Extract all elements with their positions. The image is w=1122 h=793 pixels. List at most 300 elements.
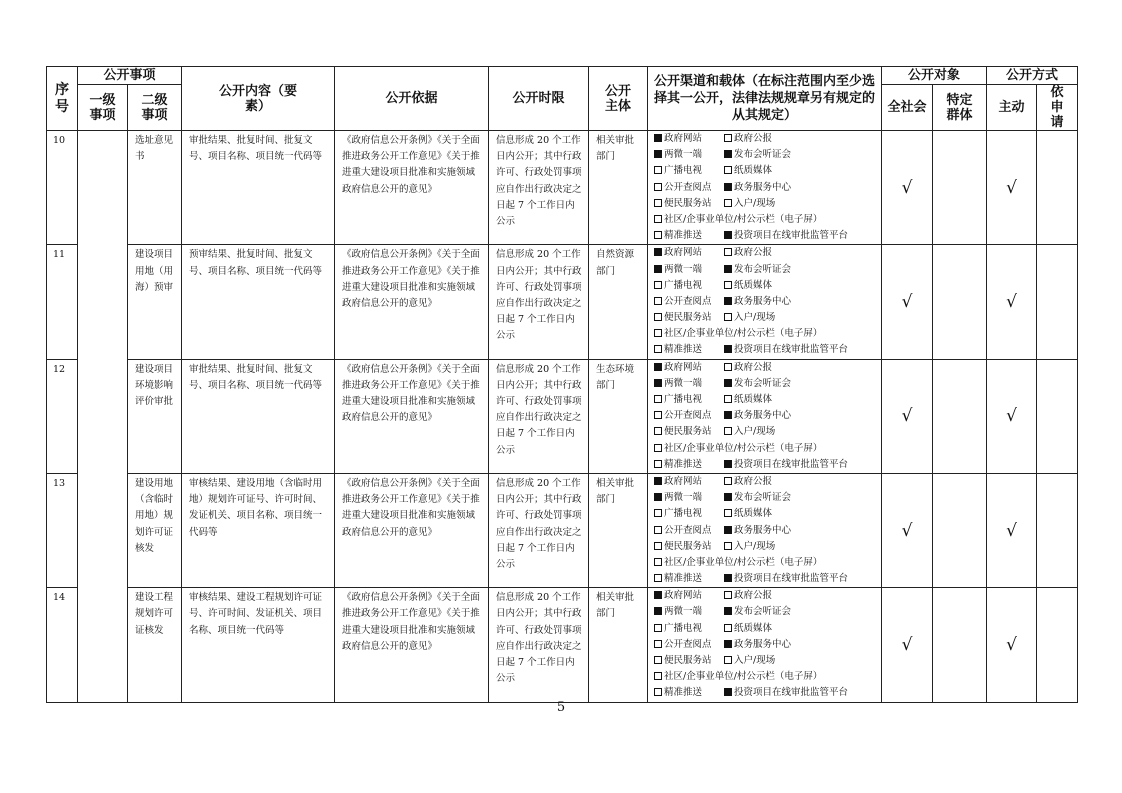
subject-cell-text: 相关审批部门 [596,592,635,620]
channel-option [654,392,724,408]
channel-option-label: 广播电视 [664,165,703,177]
channel-cell [648,131,882,245]
mode-request-check [1037,588,1078,702]
unchecked-box-icon [654,444,662,452]
channel-option [654,131,724,147]
content-cell [182,131,335,245]
unchecked-box-icon [654,509,662,517]
channel-option-label: 入户/现场 [734,426,776,438]
channel-option-label: 公开查阅点 [664,295,712,307]
unchecked-box-icon [724,591,732,599]
channel-line [654,669,878,685]
level2-item-text: 建设用地（含临时用地）规划许可证核发 [135,477,174,554]
channel-option-label: 公开查阅点 [664,638,712,650]
channel-option-label: 政府网站 [664,247,703,259]
row-index-text: 12 [53,363,66,375]
channel-line [654,310,878,326]
channel-option-label: 发布会听证会 [734,492,792,504]
checked-box-icon [724,493,732,501]
checked-box-icon [724,640,732,648]
basis-cell [335,131,489,245]
channel-option [724,459,848,470]
checked-box-icon [654,150,662,158]
channel-option [724,525,791,536]
checked-box-icon [724,574,732,582]
time-limit-cell-text: 信息形成 20 个工作日内公开；其中行政许可、行政处罚事项应自作出行政决定之日起 7 个工作日内公示 [496,592,582,685]
channel-option [724,508,772,519]
channel-line [654,163,878,179]
row-index-text: 14 [53,592,66,604]
channel-option [724,394,772,405]
unchecked-box-icon [724,363,732,371]
unchecked-box-icon [654,656,662,664]
time-limit-cell-text: 信息形成 20 个工作日内公开；其中行政许可、行政处罚事项应自作出行政决定之日起 7 个工作日内公示 [496,477,582,570]
channel-option [654,588,724,604]
mode-active-check: √ [987,359,1037,473]
mode-active-check: √ [987,131,1037,245]
channel-option-label: 公开查阅点 [664,181,712,193]
row-index [47,473,78,587]
target-all-check: √ [882,359,933,473]
time-limit-cell-text: 信息形成 20 个工作日内公开；其中行政许可、行政处罚事项应自作出行政决定之日起 7 个工作日内公示 [496,363,582,456]
channel-line [654,474,878,490]
channel-option [724,149,791,160]
channel-option-label: 发布会听证会 [734,377,792,389]
channel-option [724,410,791,421]
channel-option-label: 政府网站 [664,590,703,602]
channel-option [724,230,848,241]
checked-box-icon [724,297,732,305]
subject-cell-text: 相关审批部门 [596,135,635,163]
channel-option [654,457,724,473]
channel-option-label: 政务服务中心 [734,524,792,536]
channel-option-label: 投资项目在线审批监管平台 [734,573,849,585]
channel-line [654,621,878,637]
table-header [47,67,1078,131]
channel-line [654,278,878,294]
checked-box-icon [654,607,662,615]
target-all-check: √ [882,588,933,702]
checked-box-icon [724,183,732,191]
content-cell [182,359,335,473]
channel-option [654,212,878,228]
mode-active-check: √ [987,588,1037,702]
channel-option-label: 入户/现场 [734,312,776,324]
channel-option-label: 两微一端 [664,377,703,389]
channel-line [654,342,878,358]
channel-option-label: 精准推送 [664,573,703,585]
channel-line [654,245,878,261]
channel-option [654,604,724,620]
channel-option [724,344,848,355]
target-specific-check [933,245,987,359]
subject-cell [589,131,648,245]
unchecked-box-icon [724,199,732,207]
channel-line [654,523,878,539]
channel-option [724,378,791,389]
table-row [47,473,1078,587]
level2-item-text: 建设项目环境影响评价审批 [135,363,174,408]
channel-option-label: 投资项目在线审批监管平台 [734,458,849,470]
channel-cell [648,588,882,702]
channel-option [724,312,775,323]
channel-option-label: 政务服务中心 [734,410,792,422]
channel-option-label: 便民服务站 [664,540,712,552]
basis-cell-text: 《政府信息公开条例》《关于全面推进政务公开工作意见》《关于推进重大建设项目批准和实施领域政府信息公开的意见》 [342,477,480,538]
channel-option [654,326,878,342]
channel-option-label: 政府网站 [664,361,703,373]
channel-line [654,588,878,604]
checked-box-icon [654,134,662,142]
disclosure-table [46,66,1078,703]
checked-box-icon [724,265,732,273]
channel-option-label: 社区/企事业单位/村公示栏（电子屏） [664,213,823,225]
header-time-limit: 公开时限 [489,67,589,131]
level2-item-text: 建设工程规划许可证核发 [135,592,174,636]
channel-option [654,424,724,440]
unchecked-box-icon [654,411,662,419]
channel-option [654,262,724,278]
channel-option-label: 纸质媒体 [734,508,773,520]
channel-option-label: 广播电视 [664,508,703,520]
channel-line [654,180,878,196]
content-cell-text: 审批结果、批复时间、批复文号、项目名称、项目统一代码等 [189,135,323,163]
unchecked-box-icon [724,134,732,142]
channel-option-label: 公开查阅点 [664,410,712,422]
checked-box-icon [724,231,732,239]
channel-option-label: 发布会听证会 [734,606,792,618]
basis-cell-text: 《政府信息公开条例》《关于全面推进政务公开工作意见》《关于推进重大建设项目批准和实施领域政府信息公开的意见》 [342,592,480,652]
channel-option [724,687,848,698]
channel-option-label: 两微一端 [664,149,703,161]
channel-option-label: 政务服务中心 [734,638,792,650]
mode-request-check [1037,473,1078,587]
channel-option-label: 便民服务站 [664,312,712,324]
channel-option-label: 政府公报 [734,475,773,487]
target-specific-check [933,473,987,587]
unchecked-box-icon [724,166,732,174]
unchecked-box-icon [654,329,662,337]
channel-option-label: 精准推送 [664,687,703,699]
channel-option-label: 便民服务站 [664,426,712,438]
header-seq: 序号 [47,67,78,131]
checked-box-icon [654,379,662,387]
channel-option [654,571,724,587]
channel-line [654,604,878,620]
channel-option-label: 社区/企事业单位/村公示栏（电子屏） [664,556,823,568]
channel-option-label: 政务服务中心 [734,181,792,193]
channel-option [724,198,775,209]
channel-line [654,653,878,669]
unchecked-box-icon [724,624,732,632]
channel-option [724,296,791,307]
unchecked-box-icon [724,656,732,664]
channel-option [724,573,848,584]
channel-option-label: 社区/企事业单位/村公示栏（电子屏） [664,328,823,340]
channel-option [724,165,772,176]
checked-box-icon [654,493,662,501]
channel-option-label: 两微一端 [664,492,703,504]
channel-line [654,131,878,147]
unchecked-box-icon [654,313,662,321]
channel-option [654,342,724,358]
header-mode-active: 主动 [987,85,1037,131]
mode-active-check: √ [987,245,1037,359]
level2-item [128,359,182,473]
time-limit-cell [489,359,589,473]
level2-item [128,473,182,587]
row-index [47,588,78,702]
unchecked-box-icon [724,509,732,517]
time-limit-cell [489,245,589,359]
channel-option-label: 政府网站 [664,133,703,144]
unchecked-box-icon [724,542,732,550]
channel-option [654,539,724,555]
channel-option [654,278,724,294]
checked-box-icon [654,265,662,273]
channel-line [654,196,878,212]
unchecked-box-icon [654,640,662,648]
basis-cell-text: 《政府信息公开条例》《关于全面推进政务公开工作意见》《关于推进重大建设项目批准和实施领域政府信息公开的意见》 [342,363,480,424]
table-body [47,131,1078,703]
header-mode: 公开方式 [987,67,1078,85]
mode-request-check [1037,131,1078,245]
channel-option-label: 政府公报 [734,133,773,144]
subject-cell [589,245,648,359]
unchecked-box-icon [654,215,662,223]
channel-line [654,147,878,163]
channel-line [654,392,878,408]
checked-box-icon [724,379,732,387]
time-limit-cell-text: 信息形成 20 个工作日内公开；其中行政许可、行政处罚事项应自作出行政决定之日起 7 个工作日内公示 [496,135,582,228]
content-cell-text: 审批结果、批复时间、批复文号、项目名称、项目统一代码等 [189,363,323,391]
subject-cell [589,359,648,473]
level2-item [128,588,182,702]
basis-cell-text: 《政府信息公开条例》《关于全面推进政务公开工作意见》《关于推进重大建设项目批准和实施领域政府信息公开的意见》 [342,249,480,309]
subject-cell-text: 生态环境部门 [596,363,635,391]
channel-option-label: 纸质媒体 [734,165,773,177]
channel-option [654,506,724,522]
channel-option [654,310,724,326]
header-channel: 公开渠道和载体（在标注范围内至少选择其一公开，法律法规规章另有规定的从其规定） [648,67,882,131]
channel-cell [648,245,882,359]
checked-box-icon [724,526,732,534]
unchecked-box-icon [654,688,662,696]
channel-cell [648,473,882,587]
time-limit-cell [489,473,589,587]
channel-line [654,457,878,473]
channel-option [654,653,724,669]
channel-option-label: 入户/现场 [734,655,776,666]
unchecked-box-icon [654,672,662,680]
channel-option-label: 政务服务中心 [734,295,792,307]
unchecked-box-icon [724,313,732,321]
content-cell [182,473,335,587]
basis-cell-text: 《政府信息公开条例》《关于全面推进政务公开工作意见》《关于推进重大建设项目批准和实施领域政府信息公开的意见》 [342,135,480,195]
unchecked-box-icon [654,460,662,468]
header-level2: 二级事项 [128,85,182,131]
unchecked-box-icon [654,199,662,207]
target-all-check: √ [882,473,933,587]
channel-option [724,492,791,503]
basis-cell [335,245,489,359]
content-cell-text: 审核结果、建设用地（含临时用地）规划许可证号、许可时间、发证机关、项目名称、项目统一代码等 [189,477,323,538]
channel-line [654,571,878,587]
channel-option [654,441,878,457]
channel-option [654,523,724,539]
channel-line [654,490,878,506]
channel-option-label: 便民服务站 [664,197,712,209]
checked-box-icon [724,688,732,696]
unchecked-box-icon [654,558,662,566]
table-row [47,245,1078,359]
level2-item [128,245,182,359]
channel-option [654,621,724,637]
channel-option-label: 两微一端 [664,263,703,275]
channel-line [654,262,878,278]
checked-box-icon [654,363,662,371]
content-cell-text: 预审结果、批复时间、批复文号、项目名称、项目统一代码等 [189,249,323,277]
channel-option [724,264,791,275]
channel-option-label: 精准推送 [664,458,703,470]
channel-line [654,637,878,653]
level1-cell [78,131,128,703]
checked-box-icon [654,248,662,256]
channel-option-label: 公开查阅点 [664,524,712,536]
subject-cell-text: 自然资源部门 [596,249,635,277]
time-limit-cell [489,588,589,702]
channel-option [654,180,724,196]
channel-option [654,228,724,244]
channel-option [724,590,772,601]
unchecked-box-icon [724,395,732,403]
checked-box-icon [724,607,732,615]
channel-option [724,623,772,634]
channel-option-label: 纸质媒体 [734,279,773,291]
row-index-text: 11 [53,249,66,261]
target-specific-check [933,359,987,473]
unchecked-box-icon [724,477,732,485]
content-cell-text: 审核结果、建设工程规划许可证号、许可时间、发证机关、项目名称、项目统一代码等 [189,592,323,636]
channel-option [654,360,724,376]
channel-option-label: 便民服务站 [664,655,712,666]
header-target: 公开对象 [882,67,987,85]
channel-option-label: 广播电视 [664,394,703,405]
channel-option-label: 发布会听证会 [734,149,792,161]
content-cell [182,245,335,359]
mode-active-check: √ [987,473,1037,587]
channel-line [654,539,878,555]
header-level1: 一级事项 [78,85,128,131]
channel-option [654,555,878,571]
channel-option-label: 入户/现场 [734,540,776,552]
unchecked-box-icon [724,248,732,256]
header-basis: 公开依据 [335,67,489,131]
subject-cell [589,473,648,587]
row-index [47,245,78,359]
channel-option [724,182,791,193]
channel-line [654,294,878,310]
basis-cell [335,359,489,473]
channel-option [724,362,772,373]
channel-option [724,541,775,552]
level2-item-text: 选址意见书 [135,135,174,163]
channel-line [654,376,878,392]
channel-option [654,163,724,179]
channel-option [654,294,724,310]
channel-option-label: 政府公报 [734,247,773,259]
channel-option [654,637,724,653]
level2-item-text: 建设项目用地（用海）预审 [135,249,174,293]
header-target-specific: 特定群体 [933,85,987,131]
channel-option-label: 社区/企事业单位/村公示栏（电子屏） [664,442,823,454]
channel-option [654,474,724,490]
channel-line [654,360,878,376]
mode-request-check [1037,359,1078,473]
checked-box-icon [724,460,732,468]
unchecked-box-icon [654,297,662,305]
unchecked-box-icon [654,281,662,289]
unchecked-box-icon [654,542,662,550]
channel-option [724,280,772,291]
basis-cell [335,473,489,587]
channel-line [654,326,878,342]
channel-option [724,639,791,650]
channel-option [654,196,724,212]
unchecked-box-icon [654,183,662,191]
row-index [47,131,78,245]
channel-option-label: 纸质媒体 [734,622,773,634]
time-limit-cell-text: 信息形成 20 个工作日内公开；其中行政许可、行政处罚事项应自作出行政决定之日起 7 个工作日内公示 [496,249,582,342]
header-mode-request: 依申请 [1037,85,1078,131]
channel-option [654,408,724,424]
checked-box-icon [724,411,732,419]
channel-option-label: 政府网站 [664,475,703,487]
unchecked-box-icon [654,427,662,435]
channel-option-label: 投资项目在线审批监管平台 [734,687,849,699]
channel-option-label: 社区/企事业单位/村公示栏（电子屏） [664,671,823,683]
channel-option-label: 精准推送 [664,230,703,242]
channel-option [724,426,775,437]
row-index-text: 13 [53,477,66,489]
unchecked-box-icon [654,624,662,632]
channel-option-label: 纸质媒体 [734,394,773,405]
channel-option [724,606,791,617]
header-subject: 公开主体 [589,67,648,131]
unchecked-box-icon [654,526,662,534]
table-row [47,131,1078,245]
channel-option [724,476,772,487]
target-all-check: √ [882,131,933,245]
unchecked-box-icon [654,395,662,403]
subject-cell-text: 相关审批部门 [596,477,635,506]
unchecked-box-icon [654,231,662,239]
channel-option-label: 发布会听证会 [734,263,792,275]
channel-option-label: 广播电视 [664,279,703,291]
row-index [47,359,78,473]
checked-box-icon [654,477,662,485]
channel-option-label: 广播电视 [664,622,703,634]
channel-option [724,655,775,666]
channel-line [654,506,878,522]
unchecked-box-icon [654,574,662,582]
table-row [47,588,1078,702]
level2-item [128,131,182,245]
channel-line [654,212,878,228]
channel-option [654,669,878,685]
unchecked-box-icon [654,166,662,174]
channel-line [654,228,878,244]
